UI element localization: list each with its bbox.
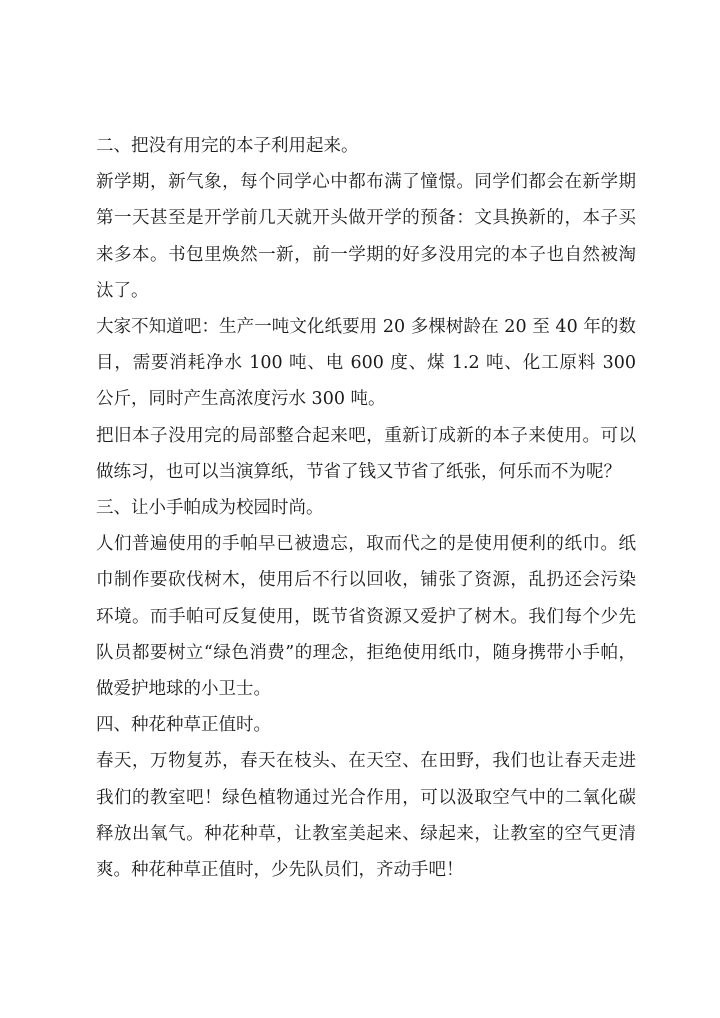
section-3-heading: 三、让小手帕成为校园时尚。 bbox=[96, 498, 324, 519]
section-2-paragraph-3: 把旧本子没用完的局部整合起来吧，重新订成新的本子来使用。可以做练习，也可以当演算纸，节省了钱又节省了纸张，何乐而不为呢？ bbox=[96, 425, 636, 482]
section-4-paragraph-1: 春天，万物复苏，春天在枝头、在天空、在田野，我们也让春天走进我们的教室吧！绿色植物通过光合作用，可以汲取空气中的二氧化碳释放出氧气。种花种草，让教室美起来、绿起来，让教室的空气更清爽。种花种草正值时，少先队员们，齐动手吧！ bbox=[96, 751, 636, 881]
section-4-heading: 四、种花种草正值时。 bbox=[96, 715, 271, 736]
section-2-heading: 二、把没有用完的本子利用起来。 bbox=[96, 136, 359, 156]
section-2-paragraph-2: 大家不知道吧：生产一吨文化纸要用 20 多棵树龄在 20 至 40 年的数目，需要消耗净水 100 吨、电 600 度、煤 1.2 吨、化工原料 300 公斤，同时产生高浓度污水 300 吨。 bbox=[96, 317, 636, 410]
section-2-paragraph-1: 新学期，新气象，每个同学心中都布满了憧憬。同学们都会在新学期第一天甚至是开学前几天就开头做开学的预备：文具换新的，本子买来多本。书包里焕然一新，前一学期的好多没用完的本子也自然被淘汰了。 bbox=[96, 172, 636, 301]
section-3-paragraph-1: 人们普遍使用的手帕早已被遗忘，取而代之的是使用便利的纸巾。纸巾制作要砍伐树木，使用后不行以回收，铺张了资源，乱扔还会污染环境。而手帕可反复使用，既节省资源又爱护了树木。我们每个少先队员都要树立“绿色消费”的理念，拒绝使用纸巾，随身携带小手帕，做爱护地球的小卫士。 bbox=[96, 534, 636, 700]
document-body bbox=[96, 128, 636, 888]
